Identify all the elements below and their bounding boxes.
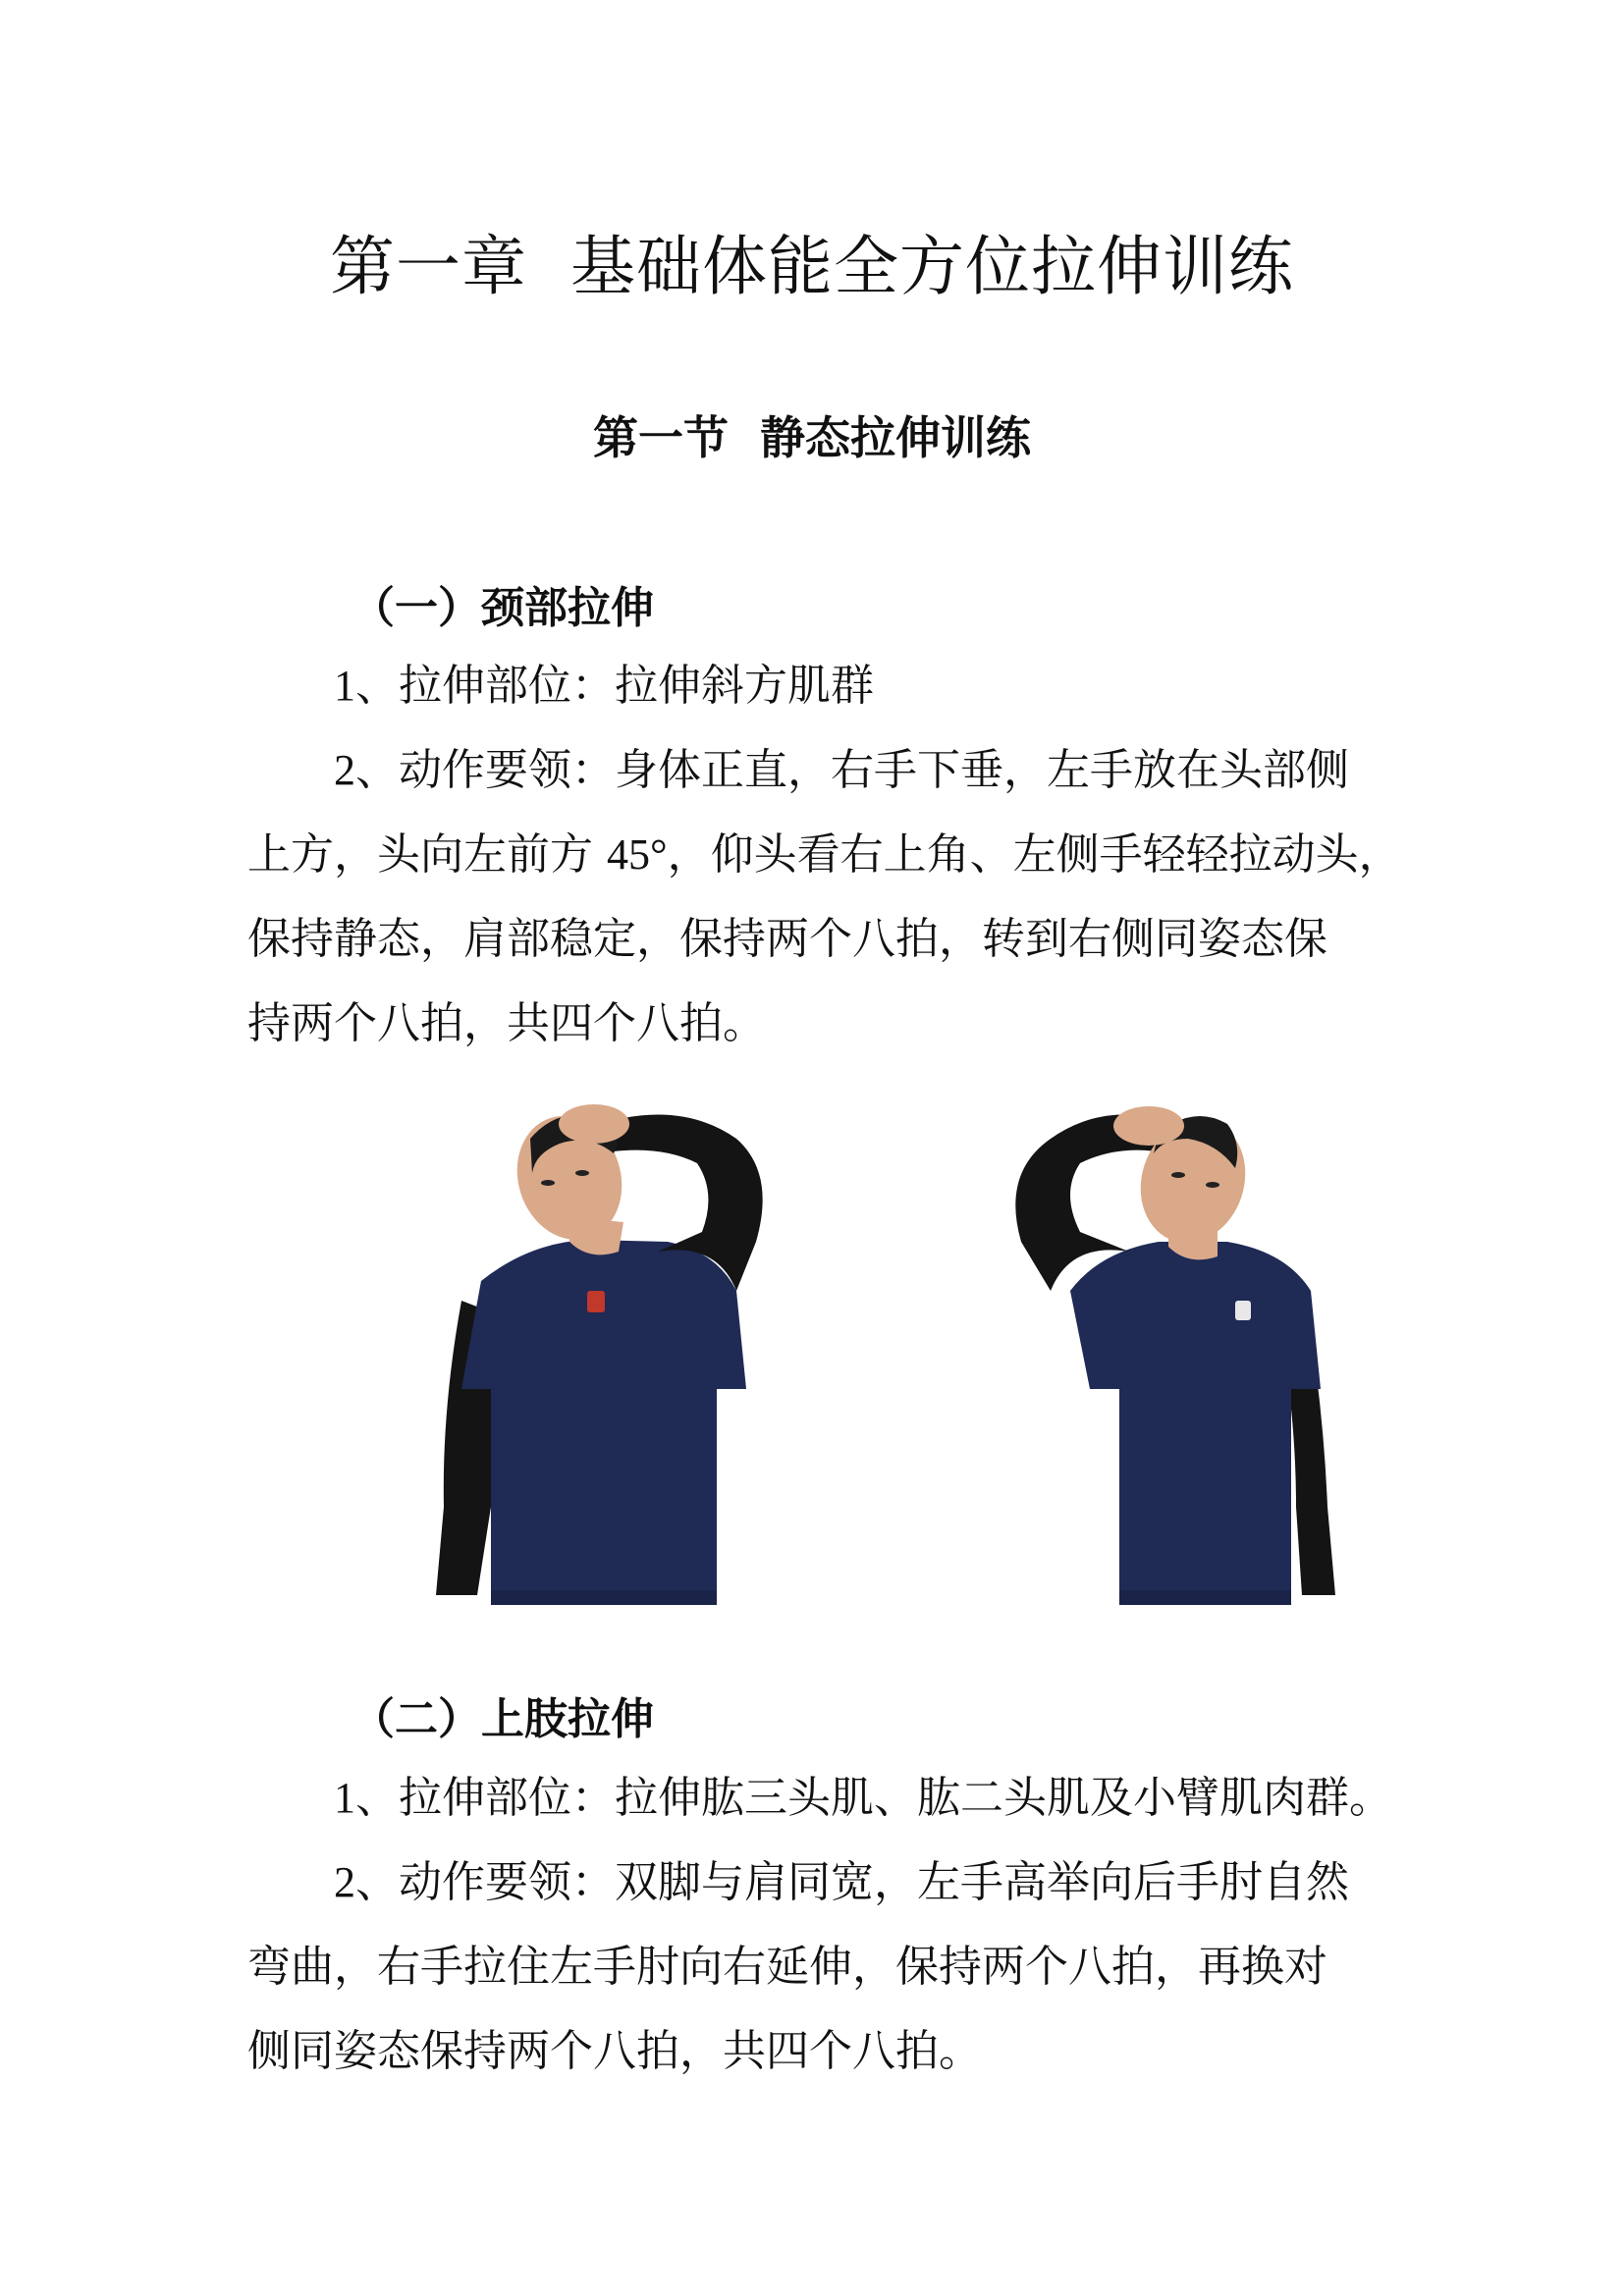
exercise-1-method: [247, 728, 1406, 1066]
exercise-2-target-text: 、拉伸部位：拉伸肱三头肌、肱二头肌及小臂肌肉群。: [355, 1773, 1392, 1823]
section-title: 第一节 静态拉伸训练: [592, 411, 1032, 464]
neck-stretch-right-photo: [982, 1095, 1355, 1605]
exercise-1-method-line-2a: 上方，头向左前方: [247, 829, 607, 880]
neck-stretch-left-photo: [422, 1095, 795, 1605]
exercise-1-method-line-2b: ，仰头看右上角、左侧手轻轻拉动头，: [667, 829, 1402, 880]
exercise-2-method-line-1: 、动作要领：双脚与肩同宽，左手高举向后手肘自然: [355, 1857, 1349, 1907]
exercise-1-target: [247, 644, 1406, 728]
exercise-1-method-line-4: 持两个八拍，共四个八拍。: [247, 998, 766, 1048]
exercise-1-heading: （一）颈部拉伸: [352, 583, 654, 633]
exercise-1-method-line-3: 保持静态，肩部稳定，保持两个八拍，转到右侧同姿态保: [247, 914, 1327, 964]
exercise-2-method: [247, 1841, 1406, 2094]
exercise-1-method-number: 2: [334, 746, 355, 794]
exercise-1-method-line-1: 、动作要领：身体正直，右手下垂，左手放在头部侧: [355, 745, 1349, 795]
chapter-title: 第一章 基础体能全方位拉伸训练: [330, 229, 1294, 304]
exercise-1-target-text: 、拉伸部位：拉伸斜方肌群: [355, 661, 874, 711]
exercise-1-target-number: 1: [334, 662, 355, 710]
exercise-2-method-line-3: 侧同姿态保持两个八拍，共四个八拍。: [247, 2026, 982, 2076]
exercise-1-method-angle: 45°: [607, 830, 668, 879]
exercise-2-method-line-2: 弯曲，右手拉住左手肘向右延伸，保持两个八拍，再换对: [247, 1942, 1327, 1992]
exercise-2-heading: （二）上肢拉伸: [352, 1694, 654, 1744]
exercise-2-method-number: 2: [334, 1858, 355, 1906]
exercise-2-target: [247, 1756, 1406, 1841]
exercise-2-target-number: 1: [334, 1774, 355, 1822]
